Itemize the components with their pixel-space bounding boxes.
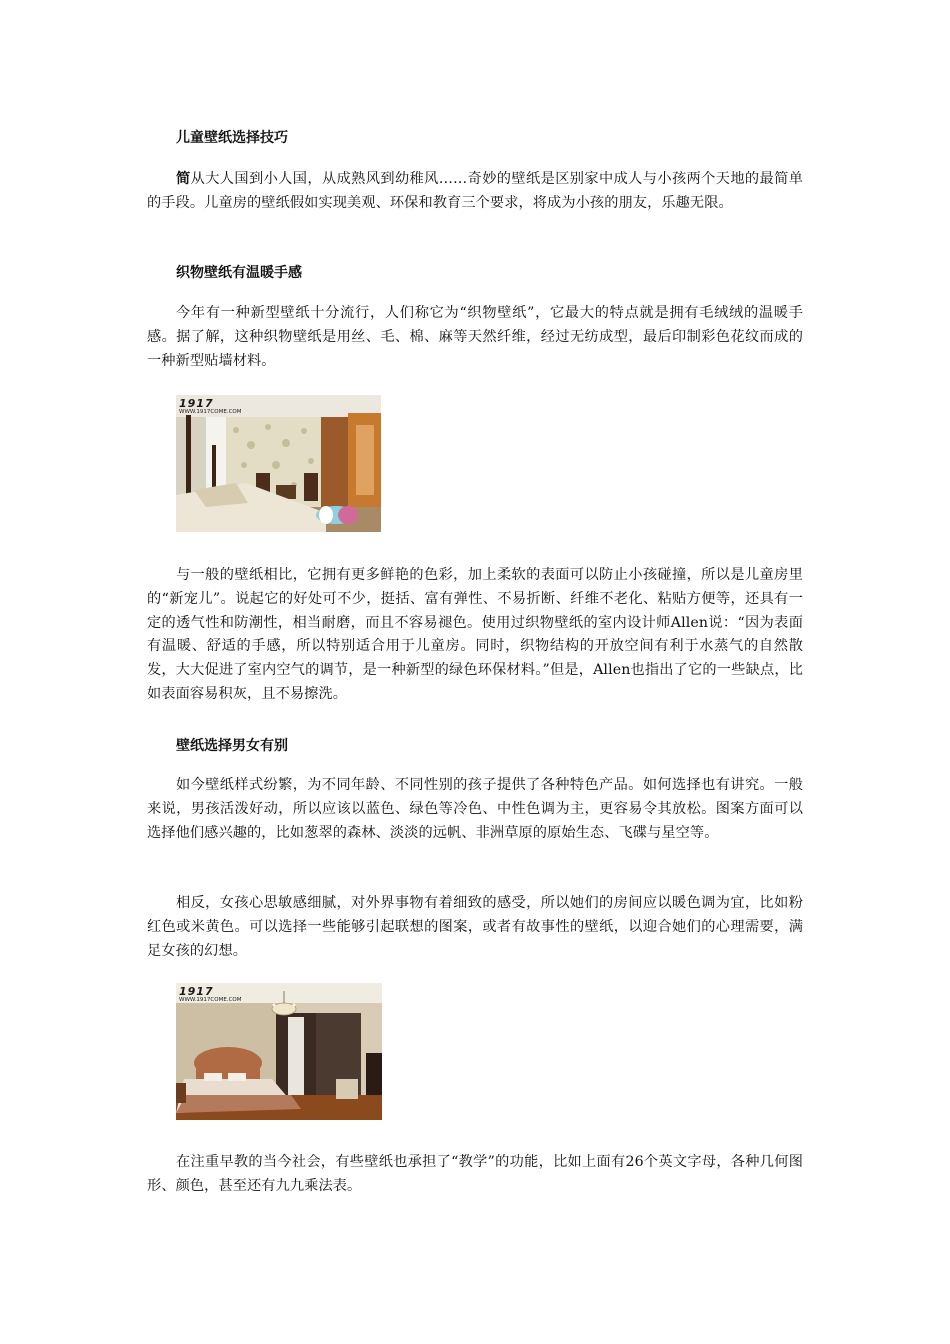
heading-fabric-wallpaper: 织物壁纸有温暖手感 [176,265,302,281]
photo-1-watermark: 1917 WWW.1917COME.COM [179,397,242,415]
fabric-intro-paragraph: 今年有一种新型壁纸十分流行，人们称它为“织物壁纸”，它最大的特点就是拥有毛绒绒的温暖手感。据了解，这种织物壁纸是用丝、毛、棉、麻等天然纤维，经过无纺成型，最后印制彩色花纹而成的一种新型贴墙材料。 [147,305,803,369]
bedroom-photo-2 [176,983,382,1120]
boys-paragraph: 如今壁纸样式纷繁，为不同年龄、不同性别的孩子提供了各种特色产品。如何选择也有讲究。一般来说，男孩活泼好动，所以应该以蓝色、绿色等冷色、中性色调为主，更容易令其放松。图案方面可以选择他们感兴趣的，比如葱翠的森林、淡淡的远帆、非洲草原的原始生态、飞碟与星空等。 [147,777,803,841]
intro-drop-char: 简 [176,171,191,187]
fabric-detail-paragraph: 与一般的壁纸相比，它拥有更多鲜艳的色彩，加上柔软的表面可以防止小孩碰撞，所以是儿童房里的“新宠儿”。说起它的好处可不少，挺括、富有弹性、不易折断、纤维不老化、粘贴方便等，还具有一定的透气性和防潮性，相当耐磨，而且不容易褪色。使用过织物壁纸的室内设计师Allen说：“因为表面有温暖、舒适的手感，所以特别适合用于儿童房。同时，织物结构的开放空间有利于水蒸气的自然散发，大大促进了室内空气的调节，是一种新型的绿色环保材料。”但是，Allen也指出了它的一些缺点，比如表面容易积灰，且不易擦洗。 [147,567,803,702]
intro-text: 从大人国到小人国，从成熟风到幼稚风……奇妙的壁纸是区别家中成人与小孩两个天地的最简单的手段。儿童房的壁纸假如实现美观、环保和教育三个要求，将成为小孩的朋友，乐趣无限。 [147,171,804,211]
intro-paragraph [147,168,803,216]
photo-2-watermark: 1917 WWW.1917COME.COM [179,985,242,1003]
bedroom-photo-2-image [176,983,382,1120]
bedroom-photo-1-image [176,395,381,532]
heading-gender-choice: 壁纸选择男女有别 [176,738,288,754]
education-paragraph: 在注重早教的当今社会，有些壁纸也承担了“教学”的功能，比如上面有26个英文字母，各种几何图形、颜色，甚至还有九九乘法表。 [147,1154,803,1194]
girls-paragraph: 相反，女孩心思敏感细腻，对外界事物有着细致的感受，所以她们的房间应以暖色调为宜，比如粉红色或米黄色。可以选择一些能够引起联想的图案，或者有故事性的壁纸，以迎合她们的心理需要，满足女孩的幻想。 [147,895,803,959]
bedroom-photo-1 [176,395,381,532]
page-title: 儿童壁纸选择技巧 [176,130,288,146]
